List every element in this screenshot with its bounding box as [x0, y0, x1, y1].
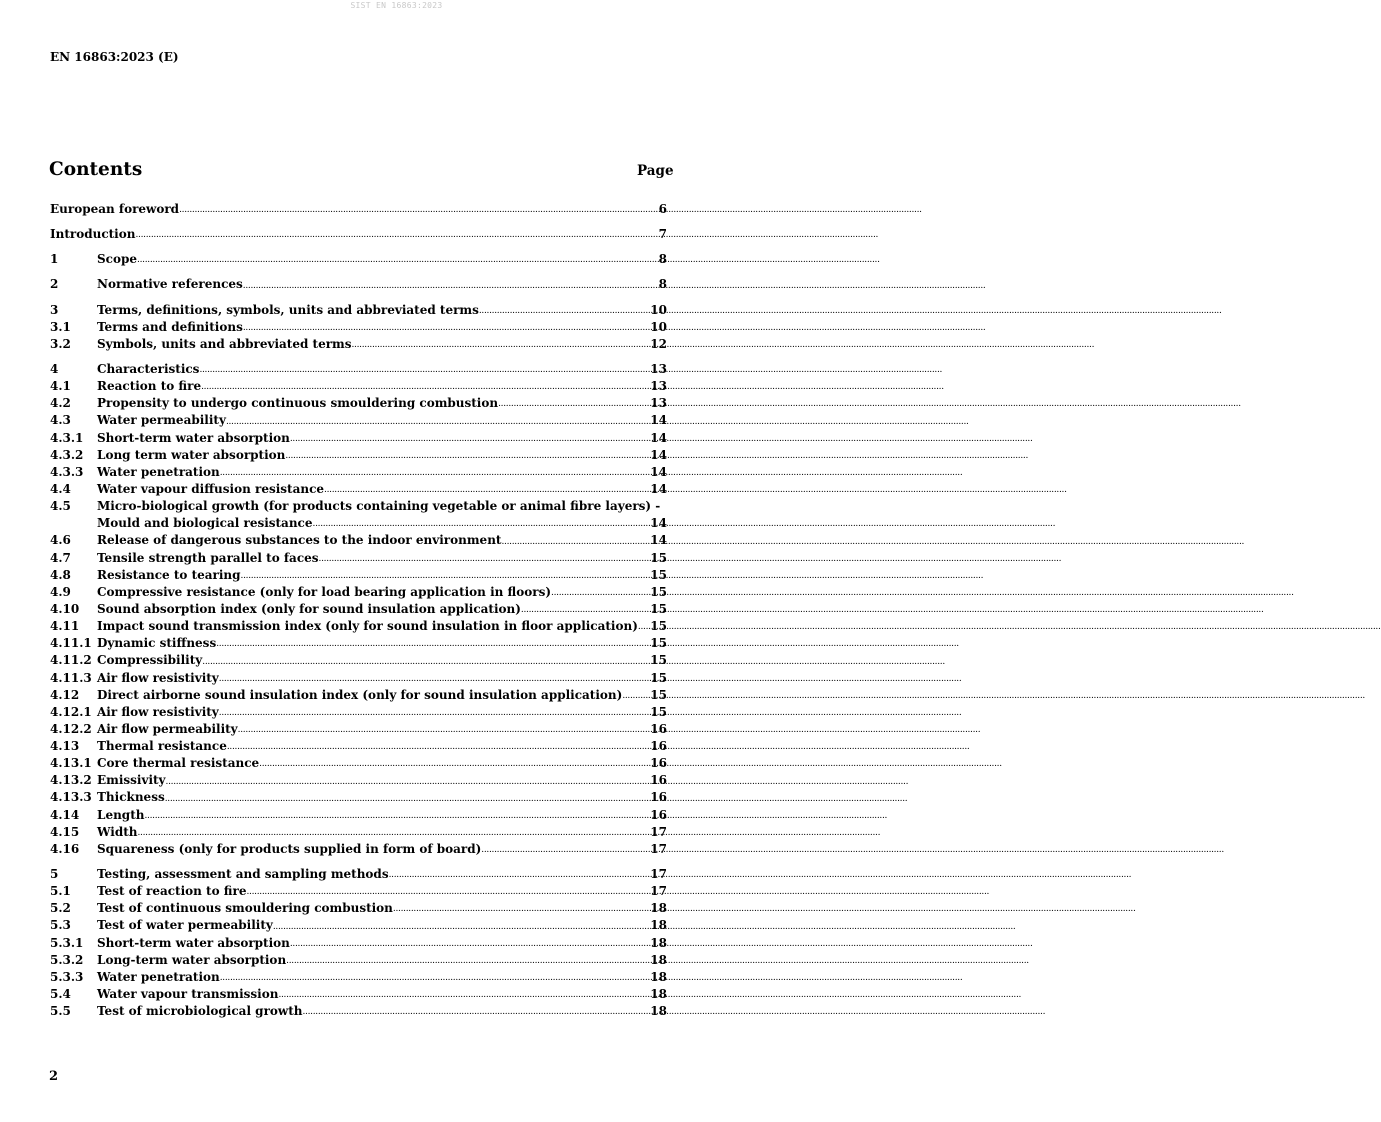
toc-entry-title: Water penetration	[97, 969, 220, 984]
toc-entry-number: 4.11.3	[50, 670, 92, 685]
toc-entry-page: 8	[658, 252, 667, 267]
toc-entry-title: Air flow permeability	[97, 721, 238, 736]
toc-dot-leader	[521, 603, 650, 617]
toc-entry-title: Air flow resistivity	[97, 670, 219, 685]
toc-entry-page: 8	[658, 277, 667, 292]
toc-dot-leader	[286, 954, 650, 968]
toc-entry[interactable]	[50, 464, 667, 481]
document-id: EN 16863:2023 (E)	[50, 50, 179, 64]
toc-entry-number: 5.3.3	[50, 969, 84, 984]
toc-entry-title: Water vapour diffusion resistance	[97, 481, 325, 496]
toc-entry-title: Resistance to tearing	[97, 567, 241, 582]
toc-dot-leader	[219, 706, 651, 720]
toc-entry-title: Core thermal resistance	[97, 756, 260, 771]
toc-entry[interactable]	[50, 481, 667, 498]
toc-entry-page: 15	[650, 653, 667, 668]
toc-entry-page: 15	[650, 687, 667, 702]
toc-entry-title: Test of continuous smouldering combustion	[97, 901, 393, 916]
toc-entry[interactable]	[50, 361, 667, 378]
toc-entry-page: 14	[650, 430, 667, 445]
toc-entry-page: 14	[650, 447, 667, 462]
toc-entry-number: 4.15	[50, 824, 80, 839]
toc-entry-page: 14	[650, 464, 667, 479]
toc-entry[interactable]	[50, 721, 667, 738]
toc-entry[interactable]	[50, 883, 667, 900]
toc-dot-leader	[319, 552, 651, 566]
toc-entry-number: 4.3	[50, 413, 71, 428]
toc-entry-page: 16	[650, 773, 667, 788]
toc-entry-title: Thickness	[97, 790, 165, 805]
toc-entry-number: 5.3.2	[50, 952, 84, 967]
toc-entry-number: 4.11.1	[50, 636, 92, 651]
toc-entry-number: 4.4	[50, 481, 71, 496]
toc-entry-title: Terms and definitions	[97, 319, 243, 334]
toc-entry-number: 4.13.3	[50, 790, 92, 805]
toc-dot-leader	[243, 279, 659, 293]
toc-dot-leader	[273, 920, 650, 934]
toc-entry-number: 4.16	[50, 841, 80, 856]
toc-entry[interactable]	[50, 969, 667, 986]
toc-entry-page: 16	[650, 739, 667, 754]
toc-dot-leader	[290, 937, 650, 951]
toc-entry-number: 3	[50, 302, 59, 317]
toc-entry[interactable]	[50, 395, 667, 412]
toc-entry-title: Compressibility	[97, 653, 203, 668]
toc-entry-page: 18	[650, 987, 667, 1002]
toc-entry-page: 15	[650, 619, 667, 634]
toc-entry-page: 15	[650, 601, 667, 616]
toc-entry[interactable]	[50, 532, 667, 549]
toc-dot-leader	[201, 380, 650, 394]
toc-entry[interactable]	[50, 319, 667, 336]
toc-entry-number: 1	[50, 252, 59, 267]
toc-dot-leader	[389, 868, 651, 882]
toc-entry-page: 14	[650, 413, 667, 428]
toc-dot-leader	[285, 449, 650, 463]
toc-entry-page: 15	[650, 550, 667, 565]
toc-dot-leader	[144, 809, 650, 823]
toc-entry-page: 14	[650, 533, 667, 548]
toc-entry-title: Tensile strength parallel to faces	[97, 550, 319, 565]
toc-entry-page: 16	[650, 756, 667, 771]
toc-entry-page: 13	[650, 361, 667, 376]
toc-dot-leader	[216, 637, 650, 651]
toc-entry-number: 4.2	[50, 396, 71, 411]
toc-entry-number: 3.2	[50, 336, 71, 351]
toc-entry-number: 4.3.2	[50, 447, 84, 462]
toc-entry-title: Air flow resistivity	[97, 704, 219, 719]
toc-dot-leader	[393, 902, 650, 916]
toc-entry-page: 7	[658, 227, 667, 242]
toc-dot-leader	[135, 228, 658, 242]
toc-entry[interactable]	[50, 447, 667, 464]
toc-entry-number: 4.3.3	[50, 464, 84, 479]
toc-entry-page: 15	[650, 636, 667, 651]
toc-entry-number: 2	[50, 277, 59, 292]
toc-entry-page: 18	[650, 969, 667, 984]
toc-dot-leader	[202, 655, 650, 669]
page-number: 2	[49, 1069, 59, 1084]
toc-entry-title: Length	[97, 807, 145, 822]
toc-entry[interactable]	[50, 251, 667, 268]
toc-entry-title: Test of microbiological growth	[97, 1004, 303, 1019]
toc-entry-title: Release of dangerous substances to the indoor environment	[97, 533, 502, 548]
toc-entry[interactable]	[50, 226, 667, 243]
toc-entry[interactable]	[50, 687, 667, 704]
toc-dot-leader	[351, 338, 650, 352]
toc-entry[interactable]	[50, 917, 667, 934]
toc-entry[interactable]	[50, 412, 667, 429]
toc-entry-page: 10	[650, 302, 667, 317]
toc-entry[interactable]	[50, 1003, 667, 1020]
toc-entry-number: 4.9	[50, 584, 71, 599]
toc-entry-number: 4.3.1	[50, 430, 84, 445]
toc-dot-leader	[238, 723, 651, 737]
toc-entry[interactable]	[50, 430, 667, 447]
toc-entry-number: 4.13	[50, 739, 80, 754]
toc-entry-page: 15	[650, 704, 667, 719]
toc-dot-leader	[226, 415, 650, 429]
toc-entry-title: Propensity to undergo continuous smouldering combustion	[97, 396, 499, 411]
toc-entry[interactable]	[50, 635, 667, 652]
toc-entry-number: 4.12.2	[50, 721, 92, 736]
toc-entry[interactable]	[50, 935, 667, 952]
toc-entry-number: 5.4	[50, 987, 71, 1002]
toc-entry[interactable]	[50, 584, 667, 601]
toc-entry-title: Long term water absorption	[97, 447, 286, 462]
toc-entry-title: Introduction	[50, 227, 136, 242]
toc-entry-title: Terms, definitions, symbols, units and abbreviated terms	[97, 302, 479, 317]
toc-entry-page: 16	[650, 790, 667, 805]
toc-dot-leader	[219, 672, 651, 686]
toc-entry-number: 5	[50, 867, 59, 882]
toc-entry-page: 17	[650, 841, 667, 856]
toc-dot-leader	[199, 363, 650, 377]
toc-dot-leader	[220, 971, 651, 985]
toc-entry-title: Dynamic stiffness	[97, 636, 217, 651]
toc-entry-number: 4.1	[50, 379, 71, 394]
toc-entry-number: 5.3.1	[50, 935, 84, 950]
toc-entry[interactable]	[50, 772, 667, 789]
toc-entry-page: 17	[650, 867, 667, 882]
toc-entry-number: 5.5	[50, 1004, 71, 1019]
toc-entry-number: 4.6	[50, 533, 71, 548]
toc-entry[interactable]	[50, 601, 667, 618]
toc-entry[interactable]	[50, 550, 667, 567]
toc-entry-page: 13	[650, 396, 667, 411]
toc-entry[interactable]	[50, 704, 667, 721]
toc-dot-leader	[501, 535, 650, 549]
toc-entry[interactable]	[50, 201, 667, 218]
toc-entry-number: 4.13.1	[50, 756, 92, 771]
toc-entry-page: 12	[650, 336, 667, 351]
toc-entry-title: European foreword	[50, 201, 180, 216]
toc-entry[interactable]	[50, 652, 667, 669]
toc-dot-leader	[551, 586, 650, 600]
toc-dot-leader	[278, 988, 650, 1002]
toc-entry-page: 15	[650, 567, 667, 582]
toc-entry-number: 4	[50, 361, 59, 376]
toc-entry-number: 5.3	[50, 918, 71, 933]
toc-entry-title: Sound absorption index (only for sound insulation application)	[97, 601, 521, 616]
toc-entry-title: Water penetration	[97, 464, 220, 479]
toc-entry-number: 4.14	[50, 807, 80, 822]
toc-entry-title: Short-term water absorption	[97, 935, 290, 950]
toc-entry[interactable]	[50, 302, 667, 319]
toc-entry-page: 18	[650, 901, 667, 916]
toc-entry[interactable]	[50, 336, 667, 353]
toc-dot-leader	[290, 432, 650, 446]
table-of-contents	[50, 201, 667, 1020]
toc-entry-number: 4.11.2	[50, 653, 92, 668]
toc-entry-number: 5.1	[50, 884, 71, 899]
toc-entry-title: Emissivity	[97, 773, 166, 788]
toc-dot-leader	[638, 620, 650, 634]
toc-entry-number: 4.12	[50, 687, 80, 702]
toc-entry-page: 16	[650, 721, 667, 736]
toc-dot-leader	[303, 1005, 651, 1019]
toc-entry-number: 4.10	[50, 601, 80, 616]
toc-dot-leader	[227, 740, 650, 754]
toc-entry[interactable]	[50, 824, 667, 841]
toc-entry[interactable]	[50, 515, 667, 532]
toc-entry[interactable]	[50, 900, 667, 917]
toc-entry[interactable]	[50, 670, 667, 687]
toc-entry[interactable]	[50, 986, 667, 1003]
toc-dot-leader	[246, 885, 650, 899]
toc-dot-leader	[241, 569, 651, 583]
toc-entry-number: 4.11	[50, 619, 80, 634]
toc-dot-leader	[220, 466, 651, 480]
toc-dot-leader	[498, 397, 650, 411]
toc-entry-title: Direct airborne sound insulation index (only for sound insulation application)	[97, 687, 623, 702]
toc-entry-page: 17	[650, 884, 667, 899]
toc-dot-leader	[137, 253, 659, 267]
toc-entry-title: Mould and biological resistance	[97, 516, 313, 531]
toc-entry[interactable]	[50, 841, 667, 858]
toc-entry-page: 16	[650, 807, 667, 822]
toc-entry-number: 3.1	[50, 319, 71, 334]
toc-entry-title: Thermal resistance	[97, 739, 227, 754]
toc-entry-title: Test of water permeability	[97, 918, 273, 933]
toc-entry-page: 14	[650, 516, 667, 531]
toc-entry[interactable]	[50, 567, 667, 584]
toc-entry-title: Testing, assessment and sampling methods	[97, 867, 389, 882]
toc-entry-number: 4.7	[50, 550, 71, 565]
toc-entry[interactable]	[50, 866, 667, 883]
toc-entry-title: Test of reaction to fire	[97, 884, 247, 899]
toc-entry[interactable]	[50, 790, 667, 807]
toc-entry-page: 15	[650, 670, 667, 685]
toc-dot-leader	[137, 826, 650, 840]
toc-dot-leader	[243, 321, 650, 335]
toc-entry-page: 18	[650, 935, 667, 950]
toc-entry[interactable]	[50, 755, 667, 772]
toc-dot-leader	[622, 689, 650, 703]
toc-entry-title: Short-term water absorption	[97, 430, 290, 445]
toc-entry-title: Water permeability	[97, 413, 226, 428]
toc-entry-page: 10	[650, 319, 667, 334]
toc-entry-title: Scope	[97, 252, 138, 267]
toc-entry[interactable]	[50, 952, 667, 969]
toc-entry-title: Water vapour transmission	[97, 987, 279, 1002]
toc-dot-leader	[179, 203, 659, 217]
toc-entry-title: Compressive resistance (only for load bearing application in floors)	[97, 584, 552, 599]
toc-entry-page: 18	[650, 952, 667, 967]
toc-entry-title: Reaction to fire	[97, 379, 202, 394]
toc-entry-title: Symbols, units and abbreviated terms	[97, 336, 352, 351]
toc-entry-title: Width	[97, 824, 138, 839]
toc-dot-leader	[481, 843, 650, 857]
toc-entry-title: Long-term water absorption	[97, 952, 287, 967]
toc-dot-leader	[313, 517, 651, 531]
toc-dot-leader	[166, 775, 651, 789]
toc-entry[interactable]	[50, 276, 667, 293]
watermark: SIST EN 16863:2023	[350, 1, 443, 10]
toc-entry[interactable]	[50, 807, 667, 824]
toc-entry[interactable]	[50, 738, 667, 755]
toc-entry-title: Characteristics	[97, 361, 200, 376]
toc-entry[interactable]	[50, 378, 667, 395]
toc-dot-leader	[165, 792, 651, 806]
toc-entry-page: 14	[650, 481, 667, 496]
toc-dot-leader	[479, 304, 650, 318]
toc-dot-leader	[324, 483, 650, 497]
toc-entry-title: Impact sound transmission index (only for sound insulation in floor application)	[97, 619, 638, 634]
toc-dot-leader	[259, 757, 650, 771]
toc-entry-page: 18	[650, 918, 667, 933]
toc-entry-number: 4.12.1	[50, 704, 92, 719]
toc-entry-page: 13	[650, 379, 667, 394]
toc-entry-title: Normative references	[97, 277, 243, 292]
toc-entry-number: 4.5	[50, 499, 71, 514]
toc-entry-page: 6	[658, 201, 667, 216]
toc-entry-title: Squareness (only for products supplied in form of board)	[97, 841, 482, 856]
toc-entry[interactable]	[50, 498, 667, 515]
toc-entry-title: Micro-biological growth (for products containing vegetable or animal fibre layers) -	[97, 499, 661, 514]
toc-entry-number: 4.13.2	[50, 773, 92, 788]
toc-entry[interactable]	[50, 618, 667, 635]
toc-entry-number: 4.8	[50, 567, 71, 582]
contents-heading: Contents	[49, 159, 143, 180]
toc-entry-page: 15	[650, 584, 667, 599]
toc-entry-number: 5.2	[50, 901, 71, 916]
toc-entry-page: 17	[650, 824, 667, 839]
page-column-label: Page	[637, 163, 674, 179]
toc-entry-page: 18	[650, 1004, 667, 1019]
